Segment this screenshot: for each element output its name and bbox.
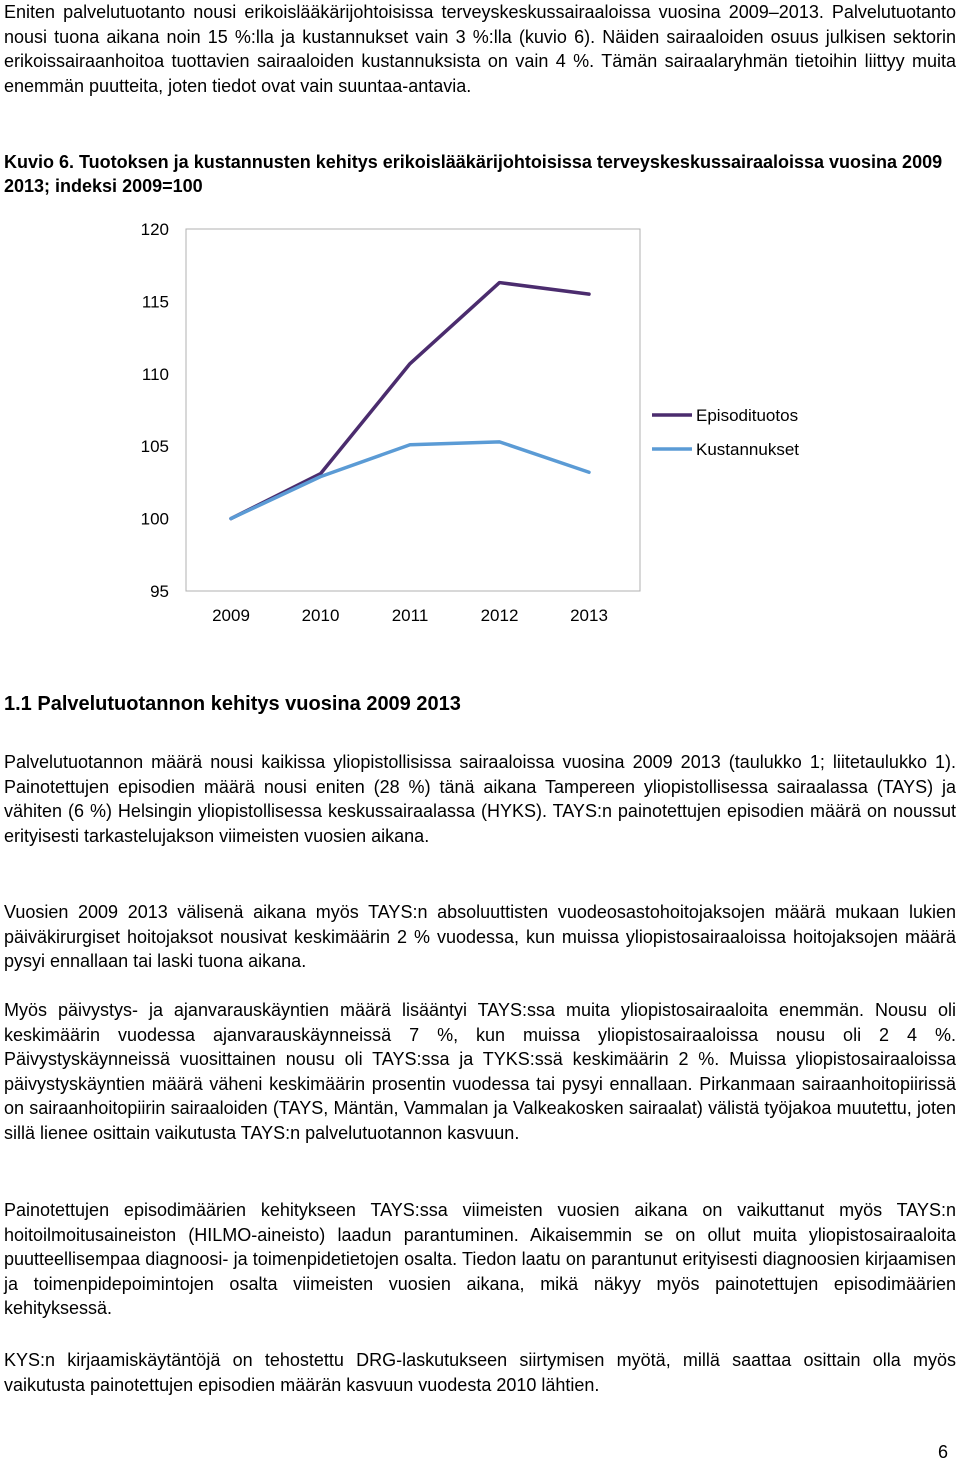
paragraph-4: Painotettujen episodimäärien kehitykseen TAYS:ssa viimeisten vuosien aikana on vaikuttanut myös TAYS:n hoitoilmoitusaineiston (HILMO-aineisto) laadun parantuminen. Aikaisemmin se on ollut muita yliopistosairaaloita puutteellisempaa diagnoosi- ja toimenpidetietojen osalta. Tiedon laatu on parantunut erityisesti diagnoosien kirjaamisen ja toimenpidepoimintojen osalta viimeisten vuosien aikana, mikä näkyy myös painotettujen episodimäärien kehityksessä. bbox=[4, 1200, 956, 1319]
section-heading: 1.1 Palvelutuotannon kehitys vuosina 2009 2013 bbox=[4, 693, 461, 715]
paragraph-2: Vuosien 2009 2013 välisenä aikana myös TAYS:n absoluuttisten vuodeosastohoitojaksojen määrä mukaan lukien päiväkirurgiset hoitojaksot nousivat keskimäärin 2 % vuodessa, kun muissa yliopistosairaaloissa hoitojaksojen määrä pysyi ennallaan tai laski tuona aikana. bbox=[4, 902, 956, 972]
y-tick-label: 120 bbox=[140, 220, 169, 239]
series-line-1 bbox=[231, 283, 589, 519]
x-tick-label: 2011 bbox=[391, 606, 429, 625]
paragraph-3: Myös päivystys- ja ajanvarauskäyntien määrä lisääntyi TAYS:ssa muita yliopistosairaaloita enemmän. Nousu oli keskimäärin vuodessa ajanvarauskäynneissä 7 %, kun muissa yliopistosairaaloissa nousu oli 2 4 %. Päivystyskäynneissä vuosittainen nousu oli TAYS:ssa ja TYKS:ssä keskimäärin 2 %. Muissa yliopistosairaaloissa päivystyskäyntien määrä väheni keskimäärin prosentin vuodessa tai pysyi ennallaan. Pirkanmaan sairaanhoitopiirissä on sairaanhoitopiirin sairaaloiden (TAYS, Mäntän, Vammalan ja Valkeakosken sairaalat) välistä työjakoa muutettu, joten sillä lienee osittain vaikutusta TAYS:n palvelutuotannon kasvuun. bbox=[4, 1000, 956, 1143]
line-chart bbox=[0, 215, 960, 635]
plot-area bbox=[186, 229, 640, 591]
x-tick-label: 2012 bbox=[480, 606, 519, 625]
y-tick-label: 105 bbox=[140, 437, 169, 457]
page-number: 6 bbox=[937, 1442, 948, 1462]
y-tick-label: 100 bbox=[140, 509, 169, 529]
figure-caption: Kuvio 6. Tuotoksen ja kustannusten kehitys erikoislääkärijohtoisissa terveyskeskussairaaloissa vuosina 2009 2013; indeksi 2009=100 bbox=[4, 152, 943, 196]
paragraph-5: KYS:n kirjaamiskäytäntöjä on tehostettu DRG-laskutukseen siirtymisen myötä, millä saattaa osittain olla myös vaikutusta painotettujen episodien määrän kasvuun vuodesta 2010 lähtien. bbox=[4, 1350, 956, 1395]
x-tick-label: 2013 bbox=[570, 606, 608, 625]
intro-paragraph: Eniten palvelutuotanto nousi erikoislääkärijohtoisissa terveyskeskussairaaloissa vuosina 2009–2013. Palvelutuotanto nousi tuona aikana noin 15 %:lla ja kustannukset vain 3 %:lla (kuvio 6). Näiden sairaaloiden osuus julkisen sektorin erikoissairaanhoitoa tuottavien sairaaloiden kustannuksista on vain 4 %. Tämän sairaalaryhmän tietoihin liittyy muita enemmän puutteita, joten tiedot ovat vain suuntaa-antavia. bbox=[4, 2, 956, 96]
y-tick-label: 110 bbox=[141, 364, 169, 384]
legend-label-1: Episodituotos bbox=[696, 406, 799, 425]
x-tick-label: 2010 bbox=[301, 606, 340, 625]
legend-label-2: Kustannukset bbox=[696, 440, 800, 459]
x-tick-label: 2009 bbox=[212, 606, 250, 625]
paragraph-1: Palvelutuotannon määrä nousi kaikissa yliopistollisissa sairaaloissa vuosina 2009 2013 (taulukko 1; liitetaulukko 1). Painotettujen episodien määrä nousi eniten (28 %) tänä aikana Tampereen yliopistollisessa sairaalassa (TAYS) ja vähiten (6 %) Helsingin yliopistollisessa keskussairaalassa (HYKS). TAYS:n painotettujen episodien määrä on noussut erityisesti tarkastelujakson viimeisten vuosien aikana. bbox=[4, 752, 956, 846]
y-tick-label: 115 bbox=[141, 292, 169, 312]
y-tick-label: 95 bbox=[150, 582, 169, 601]
series-line-2 bbox=[231, 442, 589, 519]
